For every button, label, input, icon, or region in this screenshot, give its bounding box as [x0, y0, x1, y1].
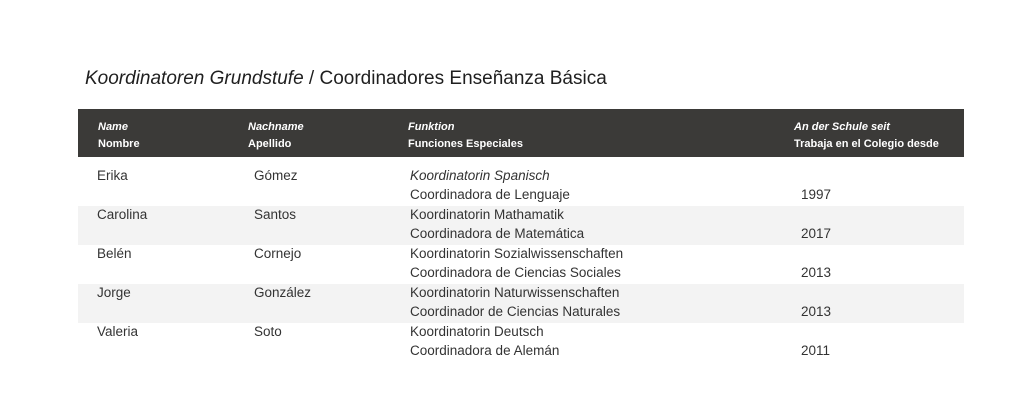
- header-surname: [248, 119, 304, 153]
- header-label-es: Apellido: [248, 138, 292, 150]
- title-german: Koordinatoren Grundstufe: [85, 68, 304, 89]
- header-label-de: An der Schule seit: [794, 121, 890, 133]
- first-name-cell: Jorge: [97, 285, 131, 300]
- table-header: [78, 109, 964, 157]
- first-name-cell: Valeria: [97, 324, 139, 339]
- last-name-cell: Gómez: [254, 168, 298, 183]
- title-separator: /: [303, 68, 320, 89]
- first-name-cell: Carolina: [97, 207, 148, 222]
- table-row: [78, 284, 964, 323]
- title-spanish: Coordinadores Enseñanza Básica: [319, 68, 607, 89]
- function-de-cell: Koordinatorin Naturwissenschaften: [410, 285, 620, 300]
- since-cell: 2013: [801, 265, 832, 280]
- function-es-cell: Coordinador de Ciencias Naturales: [410, 304, 621, 319]
- last-name-cell: Santos: [254, 207, 297, 222]
- last-name-cell: Cornejo: [254, 246, 302, 261]
- table-row: [78, 157, 964, 206]
- header-label-es: Nombre: [98, 138, 140, 150]
- header-label-de: Name: [98, 121, 128, 133]
- table-row: [78, 206, 964, 245]
- header-label-de: Funktion: [408, 121, 455, 133]
- function-de-cell: Koordinatorin Deutsch: [410, 324, 544, 339]
- header-name: [98, 119, 140, 153]
- function-es-cell: Coordinadora de Ciencias Sociales: [410, 265, 621, 280]
- function-de-cell: Koordinatorin Mathamatik: [410, 207, 564, 222]
- last-name-cell: González: [254, 285, 312, 300]
- since-cell: 1997: [801, 187, 832, 202]
- header-function: [408, 119, 523, 153]
- first-name-cell: Belén: [97, 246, 132, 261]
- first-name-cell: Erika: [97, 168, 128, 183]
- last-name-cell: Soto: [254, 324, 282, 339]
- function-es-cell: Coordinadora de Lenguaje: [410, 187, 570, 202]
- page-title: [85, 68, 607, 90]
- header-since: [794, 119, 939, 153]
- function-de-cell: Koordinatorin Sozialwissenschaften: [410, 246, 624, 261]
- table-row: [78, 245, 964, 284]
- since-cell: 2011: [801, 343, 831, 358]
- since-cell: 2013: [801, 304, 832, 319]
- table-row: [78, 323, 964, 362]
- function-es-cell: Coordinadora de Matemática: [410, 226, 585, 241]
- function-es-cell: Coordinadora de Alemán: [410, 343, 560, 358]
- header-label-es: Funciones Especiales: [408, 138, 523, 150]
- function-de-cell: Koordinatorin Spanisch: [410, 168, 550, 183]
- header-label-de: Nachname: [248, 121, 304, 133]
- coordinators-table: [78, 109, 964, 362]
- header-label-es: Trabaja en el Colegio desde: [794, 138, 939, 150]
- since-cell: 2017: [801, 226, 832, 241]
